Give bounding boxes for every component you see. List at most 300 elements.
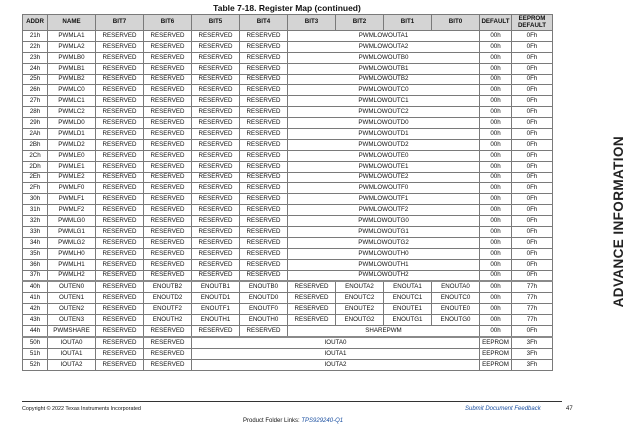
advance-information-label: ADVANCE INFORMATION: [611, 136, 626, 308]
bit-cell: RESERVED: [192, 150, 240, 161]
eeprom-default-cell: 0Fh: [512, 326, 553, 337]
col-bit4-header: BIT4: [240, 15, 288, 31]
bit-cell: RESERVED: [96, 205, 144, 216]
eeprom-default-cell: 0Fh: [512, 52, 553, 63]
col-bit1-header: BIT1: [384, 15, 432, 31]
table-row: [23, 139, 553, 150]
table-row: [23, 237, 553, 248]
default-cell: 00h: [480, 270, 512, 281]
bit-cell: RESERVED: [240, 107, 288, 118]
bit-cell: RESERVED: [96, 348, 144, 359]
addr-cell: 52h: [23, 359, 48, 370]
eeprom-default-cell: 0Fh: [512, 74, 553, 85]
bit-cell: RESERVED: [192, 129, 240, 140]
bitfield-cell: PWMLOWOUTB2: [288, 74, 480, 85]
name-cell: PWMLC1: [48, 96, 96, 107]
eeprom-default-cell: 0Fh: [512, 270, 553, 281]
bit-cell: RESERVED: [240, 96, 288, 107]
eeprom-default-cell: 0Fh: [512, 129, 553, 140]
bit-cell: RESERVED: [144, 150, 192, 161]
bit-cell: ENOUTH1: [192, 315, 240, 326]
name-cell: PWMLG0: [48, 216, 96, 227]
name-cell: PWMSHARE: [48, 326, 96, 337]
addr-cell: 50h: [23, 337, 48, 348]
bit-cell: RESERVED: [96, 337, 144, 348]
eeprom-default-cell: 0Fh: [512, 259, 553, 270]
addr-cell: 44h: [23, 326, 48, 337]
bit-cell: RESERVED: [192, 270, 240, 281]
bit-cell: RESERVED: [240, 139, 288, 150]
name-cell: PWMLE0: [48, 150, 96, 161]
table-row: [23, 315, 553, 326]
bitfield-cell: IOUTA2: [192, 359, 480, 370]
bit-cell: ENOUTH2: [144, 315, 192, 326]
name-cell: PWMLA2: [48, 41, 96, 52]
bitfield-cell: PWMLOWOUTD1: [288, 129, 480, 140]
col-bit3-header: BIT3: [288, 15, 336, 31]
addr-cell: 43h: [23, 315, 48, 326]
bit-cell: RESERVED: [192, 118, 240, 129]
name-cell: PWMLD0: [48, 118, 96, 129]
bit-cell: RESERVED: [288, 315, 336, 326]
product-folder-label: Product Folder Links:: [243, 418, 300, 424]
bit-cell: RESERVED: [96, 259, 144, 270]
eeprom-default-cell: 0Fh: [512, 172, 553, 183]
table-row: [23, 107, 553, 118]
addr-cell: 28h: [23, 107, 48, 118]
bit-cell: RESERVED: [144, 63, 192, 74]
default-cell: 00h: [480, 194, 512, 205]
eeprom-default-cell: 77h: [512, 281, 553, 292]
bit-cell: ENOUTH0: [240, 315, 288, 326]
default-cell: EEPROM: [480, 348, 512, 359]
name-cell: PWMLH1: [48, 259, 96, 270]
addr-cell: 24h: [23, 63, 48, 74]
bit-cell: RESERVED: [240, 326, 288, 337]
addr-cell: 37h: [23, 270, 48, 281]
table-row: [23, 227, 553, 238]
table-row: [23, 129, 553, 140]
default-cell: 00h: [480, 315, 512, 326]
bit-cell: RESERVED: [96, 237, 144, 248]
bit-cell: ENOUTA1: [384, 281, 432, 292]
bitfield-cell: PWMLOWOUTD2: [288, 139, 480, 150]
bit-cell: ENOUTE1: [384, 304, 432, 315]
bit-cell: RESERVED: [192, 161, 240, 172]
bit-cell: ENOUTG1: [384, 315, 432, 326]
table-row: [23, 52, 553, 63]
bit-cell: RESERVED: [96, 304, 144, 315]
bit-cell: RESERVED: [192, 205, 240, 216]
default-cell: 00h: [480, 74, 512, 85]
bit-cell: RESERVED: [96, 107, 144, 118]
bit-cell: RESERVED: [144, 161, 192, 172]
default-cell: 00h: [480, 248, 512, 259]
bit-cell: RESERVED: [96, 85, 144, 96]
default-cell: 00h: [480, 118, 512, 129]
addr-cell: 30h: [23, 194, 48, 205]
addr-cell: 2Ah: [23, 129, 48, 140]
bit-cell: RESERVED: [96, 63, 144, 74]
bit-cell: ENOUTE0: [432, 304, 480, 315]
bit-cell: RESERVED: [144, 259, 192, 270]
bit-cell: ENOUTA2: [336, 281, 384, 292]
bit-cell: RESERVED: [192, 52, 240, 63]
name-cell: PWMLA1: [48, 31, 96, 42]
col-eeprom-default-header: EEPROM DEFAULT: [512, 15, 553, 31]
table-row: [23, 281, 553, 292]
bit-cell: RESERVED: [192, 172, 240, 183]
default-cell: 00h: [480, 52, 512, 63]
name-cell: PWMLC2: [48, 107, 96, 118]
bit-cell: RESERVED: [144, 172, 192, 183]
bit-cell: RESERVED: [192, 74, 240, 85]
bit-cell: RESERVED: [144, 337, 192, 348]
addr-cell: 2Bh: [23, 139, 48, 150]
bit-cell: RESERVED: [240, 150, 288, 161]
bit-cell: ENOUTD1: [192, 293, 240, 304]
bit-cell: RESERVED: [192, 216, 240, 227]
table-row: [23, 304, 553, 315]
bit-cell: ENOUTD2: [144, 293, 192, 304]
eeprom-default-cell: 0Fh: [512, 85, 553, 96]
bit-cell: RESERVED: [144, 85, 192, 96]
bit-cell: RESERVED: [96, 31, 144, 42]
bit-cell: RESERVED: [288, 304, 336, 315]
col-bit5-header: BIT5: [192, 15, 240, 31]
table-row: [23, 150, 553, 161]
addr-cell: 2Eh: [23, 172, 48, 183]
addr-cell: 34h: [23, 237, 48, 248]
bitfield-cell: PWMLOWOUTC0: [288, 85, 480, 96]
product-folder-link[interactable]: TPS929240-Q1: [301, 418, 344, 424]
addr-cell: 2Ch: [23, 150, 48, 161]
bitfield-cell: PWMLOWOUTA1: [288, 31, 480, 42]
bitfield-cell: PWMLOWOUTC2: [288, 107, 480, 118]
name-cell: IOUTA1: [48, 348, 96, 359]
bit-cell: RESERVED: [96, 194, 144, 205]
table-row: [23, 172, 553, 183]
default-cell: 00h: [480, 161, 512, 172]
addr-cell: 29h: [23, 118, 48, 129]
addr-cell: 51h: [23, 348, 48, 359]
product-folder-links: [243, 418, 343, 424]
bit-cell: ENOUTA0: [432, 281, 480, 292]
table-row: [23, 259, 553, 270]
table-row: [23, 248, 553, 259]
default-cell: 00h: [480, 326, 512, 337]
submit-feedback-link[interactable]: Submit Document Feedback: [465, 406, 541, 412]
bit-cell: RESERVED: [96, 315, 144, 326]
table-title: Table 7-18. Register Map (continued): [213, 3, 361, 13]
bit-cell: ENOUTC1: [384, 293, 432, 304]
default-cell: 00h: [480, 85, 512, 96]
table-row: [23, 183, 553, 194]
name-cell: PWMLC0: [48, 85, 96, 96]
bit-cell: RESERVED: [240, 52, 288, 63]
addr-cell: 2Fh: [23, 183, 48, 194]
name-cell: PWMLB2: [48, 74, 96, 85]
bit-cell: RESERVED: [144, 41, 192, 52]
bit-cell: RESERVED: [144, 237, 192, 248]
table-row: [23, 216, 553, 227]
bit-cell: RESERVED: [96, 183, 144, 194]
eeprom-default-cell: 0Fh: [512, 216, 553, 227]
bit-cell: ENOUTC2: [336, 293, 384, 304]
bitfield-cell: PWMLOWOUTB0: [288, 52, 480, 63]
bitfield-cell: PWMLOWOUTH0: [288, 248, 480, 259]
col-name-header: NAME: [48, 15, 96, 31]
table-row: [23, 41, 553, 52]
bit-cell: ENOUTB2: [144, 281, 192, 292]
table-row: [23, 63, 553, 74]
name-cell: PWMLE1: [48, 161, 96, 172]
eeprom-default-cell: 0Fh: [512, 237, 553, 248]
bitfield-cell: PWMLOWOUTF2: [288, 205, 480, 216]
bit-cell: RESERVED: [96, 52, 144, 63]
default-cell: 00h: [480, 227, 512, 238]
bit-cell: ENOUTC0: [432, 293, 480, 304]
bit-cell: RESERVED: [144, 31, 192, 42]
name-cell: OUTEN1: [48, 293, 96, 304]
bit-cell: RESERVED: [96, 248, 144, 259]
bit-cell: RESERVED: [96, 129, 144, 140]
bit-cell: RESERVED: [240, 237, 288, 248]
eeprom-default-cell: 0Fh: [512, 150, 553, 161]
table-row: [23, 74, 553, 85]
bit-cell: RESERVED: [240, 63, 288, 74]
addr-cell: 22h: [23, 41, 48, 52]
col-bit7-header: BIT7: [96, 15, 144, 31]
bit-cell: RESERVED: [144, 348, 192, 359]
table-header-row: [23, 15, 553, 31]
bit-cell: RESERVED: [240, 161, 288, 172]
eeprom-default-cell: 0Fh: [512, 107, 553, 118]
addr-cell: 41h: [23, 293, 48, 304]
bit-cell: ENOUTF2: [144, 304, 192, 315]
name-cell: PWMLG1: [48, 227, 96, 238]
eeprom-default-cell: 3Fh: [512, 337, 553, 348]
bit-cell: RESERVED: [96, 139, 144, 150]
addr-cell: 36h: [23, 259, 48, 270]
bit-cell: RESERVED: [240, 172, 288, 183]
addr-cell: 40h: [23, 281, 48, 292]
bit-cell: RESERVED: [192, 183, 240, 194]
addr-cell: 42h: [23, 304, 48, 315]
table-row: [23, 348, 553, 359]
addr-cell: 32h: [23, 216, 48, 227]
addr-cell: 33h: [23, 227, 48, 238]
bit-cell: RESERVED: [192, 326, 240, 337]
bit-cell: RESERVED: [192, 139, 240, 150]
bit-cell: RESERVED: [192, 237, 240, 248]
bit-cell: RESERVED: [240, 41, 288, 52]
default-cell: 00h: [480, 281, 512, 292]
bitfield-cell: PWMLOWOUTC1: [288, 96, 480, 107]
bitfield-cell: PWMLOWOUTH2: [288, 270, 480, 281]
default-cell: EEPROM: [480, 337, 512, 348]
bit-cell: RESERVED: [144, 248, 192, 259]
bit-cell: RESERVED: [144, 183, 192, 194]
bit-cell: RESERVED: [192, 107, 240, 118]
bit-cell: RESERVED: [192, 63, 240, 74]
bitfield-cell: IOUTA0: [192, 337, 480, 348]
name-cell: OUTEN3: [48, 315, 96, 326]
table-row: [23, 326, 553, 337]
bit-cell: ENOUTG0: [432, 315, 480, 326]
default-cell: 00h: [480, 205, 512, 216]
table-row: [23, 85, 553, 96]
col-bit2-header: BIT2: [336, 15, 384, 31]
bit-cell: RESERVED: [240, 259, 288, 270]
page-number: 47: [566, 406, 573, 412]
eeprom-default-cell: 77h: [512, 293, 553, 304]
name-cell: PWMLF1: [48, 194, 96, 205]
default-cell: 00h: [480, 63, 512, 74]
copyright-text: Copyright © 2022 Texas Instruments Incorporated: [22, 406, 141, 412]
bit-cell: RESERVED: [192, 248, 240, 259]
name-cell: IOUTA0: [48, 337, 96, 348]
default-cell: 00h: [480, 237, 512, 248]
bit-cell: RESERVED: [96, 118, 144, 129]
name-cell: PWMLB1: [48, 63, 96, 74]
bitfield-cell: IOUTA1: [192, 348, 480, 359]
name-cell: OUTEN2: [48, 304, 96, 315]
bit-cell: RESERVED: [192, 194, 240, 205]
default-cell: 00h: [480, 293, 512, 304]
name-cell: IOUTA2: [48, 359, 96, 370]
default-cell: 00h: [480, 259, 512, 270]
bit-cell: RESERVED: [288, 293, 336, 304]
addr-cell: 21h: [23, 31, 48, 42]
bit-cell: RESERVED: [96, 161, 144, 172]
bit-cell: RESERVED: [96, 96, 144, 107]
bit-cell: RESERVED: [192, 41, 240, 52]
addr-cell: 26h: [23, 85, 48, 96]
bitfield-cell: PWMLOWOUTD0: [288, 118, 480, 129]
bitfield-cell: PWMLOWOUTF0: [288, 183, 480, 194]
default-cell: 00h: [480, 183, 512, 194]
bit-cell: RESERVED: [96, 227, 144, 238]
eeprom-default-cell: 3Fh: [512, 348, 553, 359]
table-row: [23, 31, 553, 42]
bit-cell: RESERVED: [240, 205, 288, 216]
bit-cell: RESERVED: [144, 194, 192, 205]
default-cell: 00h: [480, 107, 512, 118]
addr-cell: 31h: [23, 205, 48, 216]
name-cell: PWMLH0: [48, 248, 96, 259]
name-cell: PWMLH2: [48, 270, 96, 281]
bitfield-cell: PWMLOWOUTE2: [288, 172, 480, 183]
bitfield-cell: PWMLOWOUTE1: [288, 161, 480, 172]
name-cell: PWMLE2: [48, 172, 96, 183]
bitfield-cell: PWMLOWOUTG1: [288, 227, 480, 238]
bitfield-cell: PWMLOWOUTG2: [288, 237, 480, 248]
table-row: [23, 96, 553, 107]
bit-cell: RESERVED: [240, 183, 288, 194]
bit-cell: RESERVED: [96, 270, 144, 281]
bit-cell: RESERVED: [96, 150, 144, 161]
bit-cell: RESERVED: [240, 194, 288, 205]
eeprom-default-cell: 0Fh: [512, 161, 553, 172]
eeprom-default-cell: 0Fh: [512, 183, 553, 194]
table-row: [23, 337, 553, 348]
eeprom-default-cell: 0Fh: [512, 41, 553, 52]
table-row: [23, 205, 553, 216]
default-cell: 00h: [480, 41, 512, 52]
bit-cell: RESERVED: [96, 41, 144, 52]
eeprom-default-cell: 77h: [512, 315, 553, 326]
name-cell: PWMLD1: [48, 129, 96, 140]
bit-cell: ENOUTG2: [336, 315, 384, 326]
bit-cell: RESERVED: [144, 270, 192, 281]
addr-cell: 2Dh: [23, 161, 48, 172]
bit-cell: RESERVED: [144, 52, 192, 63]
bit-cell: RESERVED: [288, 281, 336, 292]
name-cell: PWMLB0: [48, 52, 96, 63]
addr-cell: 27h: [23, 96, 48, 107]
col-default-header: DEFAULT: [480, 15, 512, 31]
bit-cell: RESERVED: [96, 172, 144, 183]
default-cell: EEPROM: [480, 359, 512, 370]
table-row: [23, 161, 553, 172]
bit-cell: RESERVED: [96, 326, 144, 337]
eeprom-default-cell: 0Fh: [512, 248, 553, 259]
bit-cell: RESERVED: [192, 227, 240, 238]
table-row: [23, 270, 553, 281]
bitfield-cell: PWMLOWOUTE0: [288, 150, 480, 161]
bit-cell: RESERVED: [144, 359, 192, 370]
bitfield-cell: PWMLOWOUTA2: [288, 41, 480, 52]
bit-cell: ENOUTB0: [240, 281, 288, 292]
default-cell: 00h: [480, 216, 512, 227]
addr-cell: 23h: [23, 52, 48, 63]
default-cell: 00h: [480, 304, 512, 315]
register-map-table: [22, 14, 553, 371]
name-cell: OUTEN0: [48, 281, 96, 292]
default-cell: 00h: [480, 31, 512, 42]
bit-cell: RESERVED: [192, 31, 240, 42]
bit-cell: ENOUTF0: [240, 304, 288, 315]
bit-cell: RESERVED: [144, 118, 192, 129]
bit-cell: RESERVED: [240, 85, 288, 96]
default-cell: 00h: [480, 150, 512, 161]
bit-cell: RESERVED: [144, 96, 192, 107]
eeprom-default-cell: 0Fh: [512, 227, 553, 238]
bit-cell: ENOUTB1: [192, 281, 240, 292]
bit-cell: RESERVED: [96, 293, 144, 304]
eeprom-default-cell: 0Fh: [512, 63, 553, 74]
bit-cell: RESERVED: [144, 74, 192, 85]
bit-cell: ENOUTE2: [336, 304, 384, 315]
addr-cell: 35h: [23, 248, 48, 259]
register-rows: [23, 31, 553, 371]
bit-cell: RESERVED: [96, 359, 144, 370]
bit-cell: RESERVED: [96, 281, 144, 292]
bit-cell: RESERVED: [240, 129, 288, 140]
bitfield-cell: PWMLOWOUTH1: [288, 259, 480, 270]
bit-cell: ENOUTD0: [240, 293, 288, 304]
col-bit6-header: BIT6: [144, 15, 192, 31]
bit-cell: RESERVED: [240, 227, 288, 238]
default-cell: 00h: [480, 96, 512, 107]
default-cell: 00h: [480, 139, 512, 150]
bit-cell: RESERVED: [144, 326, 192, 337]
eeprom-default-cell: 0Fh: [512, 205, 553, 216]
eeprom-default-cell: 77h: [512, 304, 553, 315]
bit-cell: RESERVED: [240, 216, 288, 227]
bit-cell: RESERVED: [192, 96, 240, 107]
